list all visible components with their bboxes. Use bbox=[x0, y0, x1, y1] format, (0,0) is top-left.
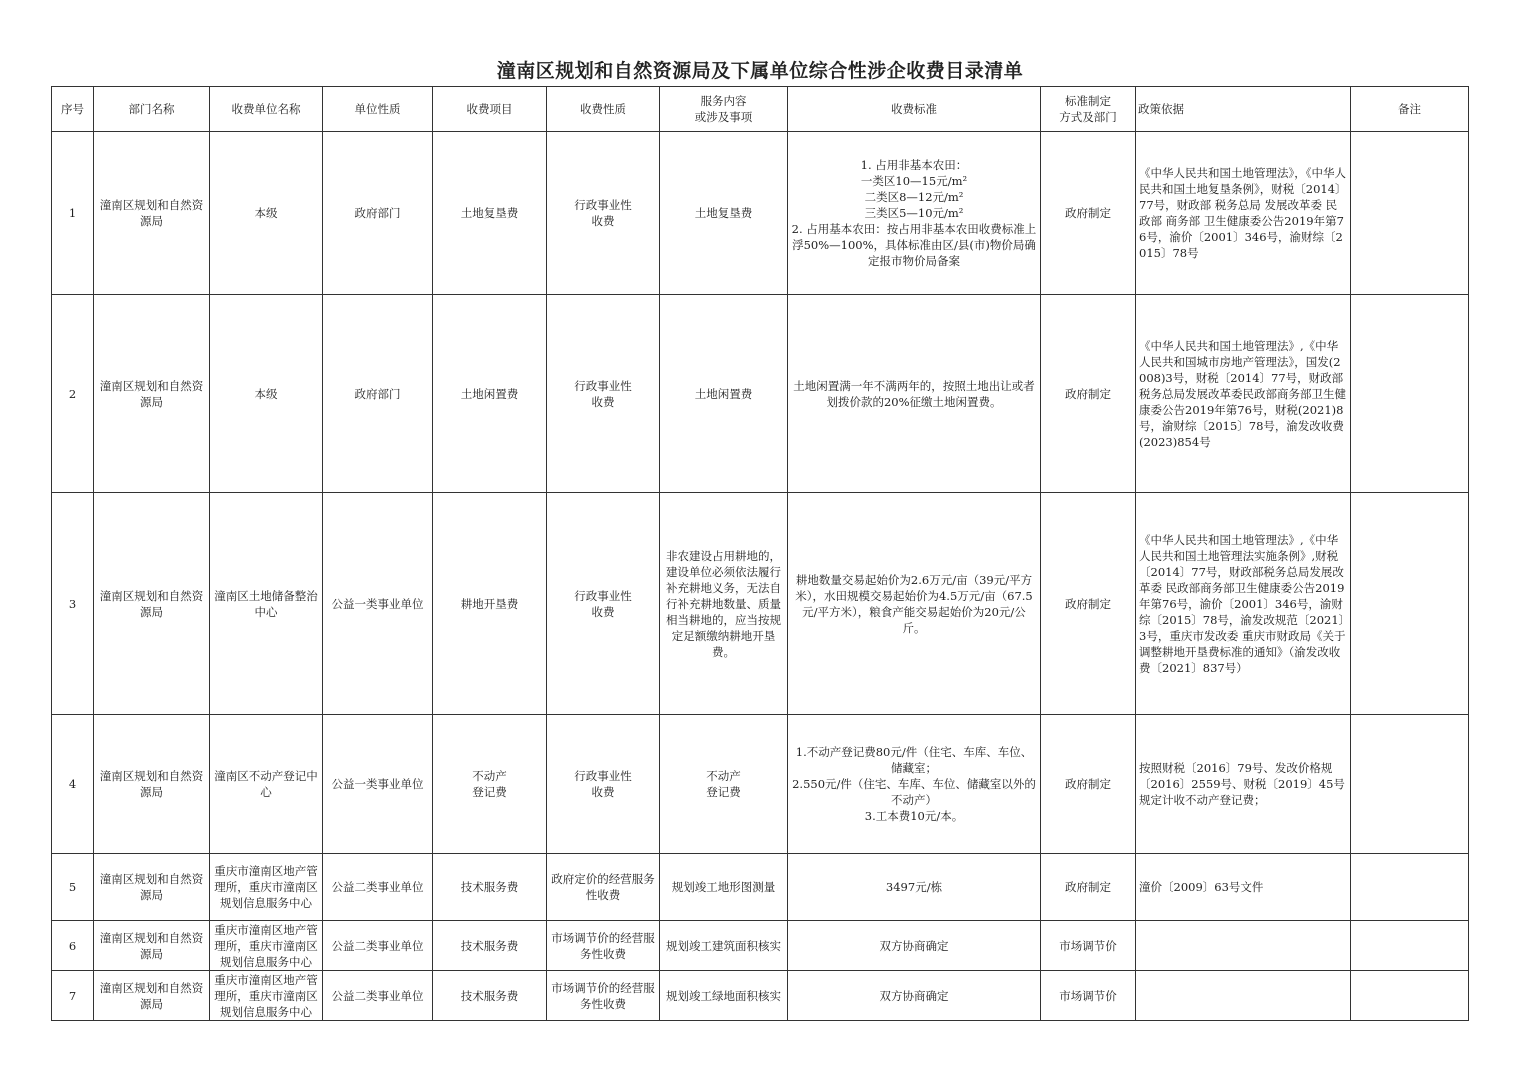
cell-standard: 耕地数量交易起始价为2.6万元/亩（39元/平方米），水田规模交易起始价为4.5万元/亩（67.5元/平方米），粮食产能交易起始价为20元/公斤。 bbox=[788, 493, 1041, 715]
cell-remark bbox=[1351, 715, 1469, 854]
cell-unit bbox=[210, 971, 323, 1021]
cell-standard: 1.不动产登记费80元/件（住宅、车库、车位、储藏室； 2.550元/件（住宅、车库、车位、储藏室以外的不动产） 3.工本费10元/本。 bbox=[788, 715, 1041, 854]
cell-item: 土地复垦费 bbox=[433, 132, 547, 295]
cell-basis: 《中华人民共和国土地管理法》，《中华人民共和国土地复垦条例》，财税〔2014〕77号，财政部 税务总局 发展改革委 民政部 商务部 卫生健康委公告2019年第76号，渝价〔2001〕346号，渝财综〔2015〕78号 bbox=[1136, 132, 1351, 295]
cell-remark bbox=[1351, 295, 1469, 493]
cell-seq: 2 bbox=[52, 295, 94, 493]
header-service: 服务内容 或涉及事项 bbox=[660, 87, 788, 132]
cell-item: 耕地开垦费 bbox=[433, 493, 547, 715]
cell-fee-nature: 市场调节价的经营服务性收费 bbox=[547, 971, 660, 1021]
cell-standard: 3497元/栋 bbox=[788, 854, 1041, 921]
cell-basis: 潼价〔2009〕63号文件 bbox=[1136, 854, 1351, 921]
header-nature: 单位性质 bbox=[323, 87, 433, 132]
header-standard: 收费标准 bbox=[788, 87, 1041, 132]
cell-method: 政府制定 bbox=[1041, 854, 1136, 921]
cell-seq: 4 bbox=[52, 715, 94, 854]
cell-unit-text: 重庆市潼南区地产管理所，重庆市潼南区规划信息服务中心 bbox=[214, 972, 318, 1019]
header-dept: 部门名称 bbox=[94, 87, 210, 132]
cell-standard: 土地闲置满一年不满两年的，按照土地出让或者划拨价款的20%征缴土地闲置费。 bbox=[788, 295, 1041, 493]
cell-service: 土地复垦费 bbox=[660, 132, 788, 295]
cell-remark bbox=[1351, 493, 1469, 715]
cell-remark bbox=[1351, 132, 1469, 295]
cell-fee-nature: 行政事业性 收费 bbox=[547, 715, 660, 854]
page-title: 潼南区规划和自然资源局及下属单位综合性涉企收费目录清单 bbox=[496, 60, 1024, 82]
cell-item: 技术服务费 bbox=[433, 854, 547, 921]
cell-service: 规划竣工绿地面积核实 bbox=[660, 971, 788, 1021]
cell-unit-text: 重庆市潼南区地产管理所，重庆市潼南区规划信息服务中心 bbox=[214, 864, 318, 910]
table-row bbox=[52, 971, 1469, 1021]
cell-standard: 双方协商确定 bbox=[788, 921, 1041, 971]
cell-service: 规划竣工地形图测量 bbox=[660, 854, 788, 921]
cell-dept: 潼南区规划和自然资源局 bbox=[94, 971, 210, 1021]
cell-remark bbox=[1351, 971, 1469, 1021]
table-row bbox=[52, 132, 1469, 295]
cell-seq: 7 bbox=[52, 971, 94, 1021]
cell-service: 非农建设占用耕地的，建设单位必须依法履行补充耕地义务，无法自行补充耕地数量、质量相当耕地的，应当按规定足额缴纳耕地开垦费。 bbox=[660, 493, 788, 715]
cell-unit: 潼南区土地储备整治中心 bbox=[210, 493, 323, 715]
cell-remark bbox=[1351, 854, 1469, 921]
cell-fee-nature: 行政事业性 收费 bbox=[547, 295, 660, 493]
cell-basis bbox=[1136, 971, 1351, 1021]
cell-seq: 6 bbox=[52, 921, 94, 971]
cell-nature: 政府部门 bbox=[323, 295, 433, 493]
cell-dept: 潼南区规划和自然资源局 bbox=[94, 295, 210, 493]
cell-unit: 本级 bbox=[210, 295, 323, 493]
cell-method: 市场调节价 bbox=[1041, 971, 1136, 1021]
cell-standard: 1. 占用非基本农田： 一类区10—15元/m² 二类区8—12元/m² 三类区5—10元/m² 2. 占用基本农田：按占用非基本农田收费标准上浮50%—100%，具体标准由区/县(市)物价局确定报市物价局备案 bbox=[788, 132, 1041, 295]
cell-basis: 按照财税〔2016〕79号、发改价格规〔2016〕2559号、财税〔2019〕45号规定计收不动产登记费； bbox=[1136, 715, 1351, 854]
cell-nature: 公益一类事业单位 bbox=[323, 493, 433, 715]
cell-seq: 5 bbox=[52, 854, 94, 921]
cell-nature: 公益二类事业单位 bbox=[323, 921, 433, 971]
fee-catalog-table bbox=[51, 86, 1469, 1021]
table-row bbox=[52, 295, 1469, 493]
header-remark: 备注 bbox=[1351, 87, 1469, 132]
cell-method: 市场调节价 bbox=[1041, 921, 1136, 971]
cell-unit: 本级 bbox=[210, 132, 323, 295]
cell-nature: 公益二类事业单位 bbox=[323, 971, 433, 1021]
cell-basis bbox=[1136, 921, 1351, 971]
cell-unit: 潼南区不动产登记中心 bbox=[210, 715, 323, 854]
cell-seq: 3 bbox=[52, 493, 94, 715]
cell-fee-nature: 行政事业性 收费 bbox=[547, 132, 660, 295]
table-row bbox=[52, 715, 1469, 854]
cell-basis: 《中华人民共和国土地管理法》,《中华人民共和国城市房地产管理法》，国发(2008)3号，财税〔2014〕77号，财政部税务总局发展改革委民政部商务部卫生健康委公告2019年第76号，财税(2021)8号，渝财综〔2015〕78号，渝发改收费(2023)854号 bbox=[1136, 295, 1351, 493]
cell-nature: 公益一类事业单位 bbox=[323, 715, 433, 854]
cell-dept: 潼南区规划和自然资源局 bbox=[94, 715, 210, 854]
cell-method: 政府制定 bbox=[1041, 295, 1136, 493]
header-fee-nature: 收费性质 bbox=[547, 87, 660, 132]
header-method: 标准制定 方式及部门 bbox=[1041, 87, 1136, 132]
cell-item: 不动产 登记费 bbox=[433, 715, 547, 854]
cell-service: 土地闲置费 bbox=[660, 295, 788, 493]
cell-service: 规划竣工建筑面积核实 bbox=[660, 921, 788, 971]
cell-item: 技术服务费 bbox=[433, 921, 547, 971]
cell-remark bbox=[1351, 921, 1469, 971]
cell-fee-nature: 市场调节价的经营服务性收费 bbox=[547, 921, 660, 971]
cell-nature: 政府部门 bbox=[323, 132, 433, 295]
cell-method: 政府制定 bbox=[1041, 493, 1136, 715]
header-basis: 政策依据 bbox=[1136, 87, 1351, 132]
cell-standard: 双方协商确定 bbox=[788, 971, 1041, 1021]
table-row bbox=[52, 493, 1469, 715]
table-row bbox=[52, 854, 1469, 921]
cell-nature: 公益二类事业单位 bbox=[323, 854, 433, 921]
cell-unit-text: 重庆市潼南区地产管理所，重庆市潼南区规划信息服务中心 bbox=[214, 922, 318, 969]
header-seq: 序号 bbox=[52, 87, 94, 132]
cell-fee-nature: 行政事业性 收费 bbox=[547, 493, 660, 715]
cell-service: 不动产 登记费 bbox=[660, 715, 788, 854]
cell-dept: 潼南区规划和自然资源局 bbox=[94, 132, 210, 295]
cell-item: 技术服务费 bbox=[433, 971, 547, 1021]
cell-seq: 1 bbox=[52, 132, 94, 295]
table-header-row bbox=[52, 87, 1469, 132]
cell-basis: 《中华人民共和国土地管理法》,《中华人民共和国土地管理法实施条例》,财税〔2014〕77号，财政部税务总局发展改革委 民政部商务部卫生健康委公告2019年第76号，渝价〔2001〕346号，渝财综〔2015〕78号，渝发改规范〔2021〕3号，重庆市发改委 重庆市财政局《关于调整耕地开垦费标准的通知》（渝发改收费〔2021〕837号） bbox=[1136, 493, 1351, 715]
cell-unit bbox=[210, 854, 323, 921]
cell-unit bbox=[210, 921, 323, 971]
cell-fee-nature: 政府定价的经营服务性收费 bbox=[547, 854, 660, 921]
header-unit: 收费单位名称 bbox=[210, 87, 323, 132]
cell-method: 政府制定 bbox=[1041, 715, 1136, 854]
table-row bbox=[52, 921, 1469, 971]
cell-dept: 潼南区规划和自然资源局 bbox=[94, 493, 210, 715]
cell-method: 政府制定 bbox=[1041, 132, 1136, 295]
cell-dept: 潼南区规划和自然资源局 bbox=[94, 921, 210, 971]
cell-item: 土地闲置费 bbox=[433, 295, 547, 493]
header-item: 收费项目 bbox=[433, 87, 547, 132]
cell-dept: 潼南区规划和自然资源局 bbox=[94, 854, 210, 921]
